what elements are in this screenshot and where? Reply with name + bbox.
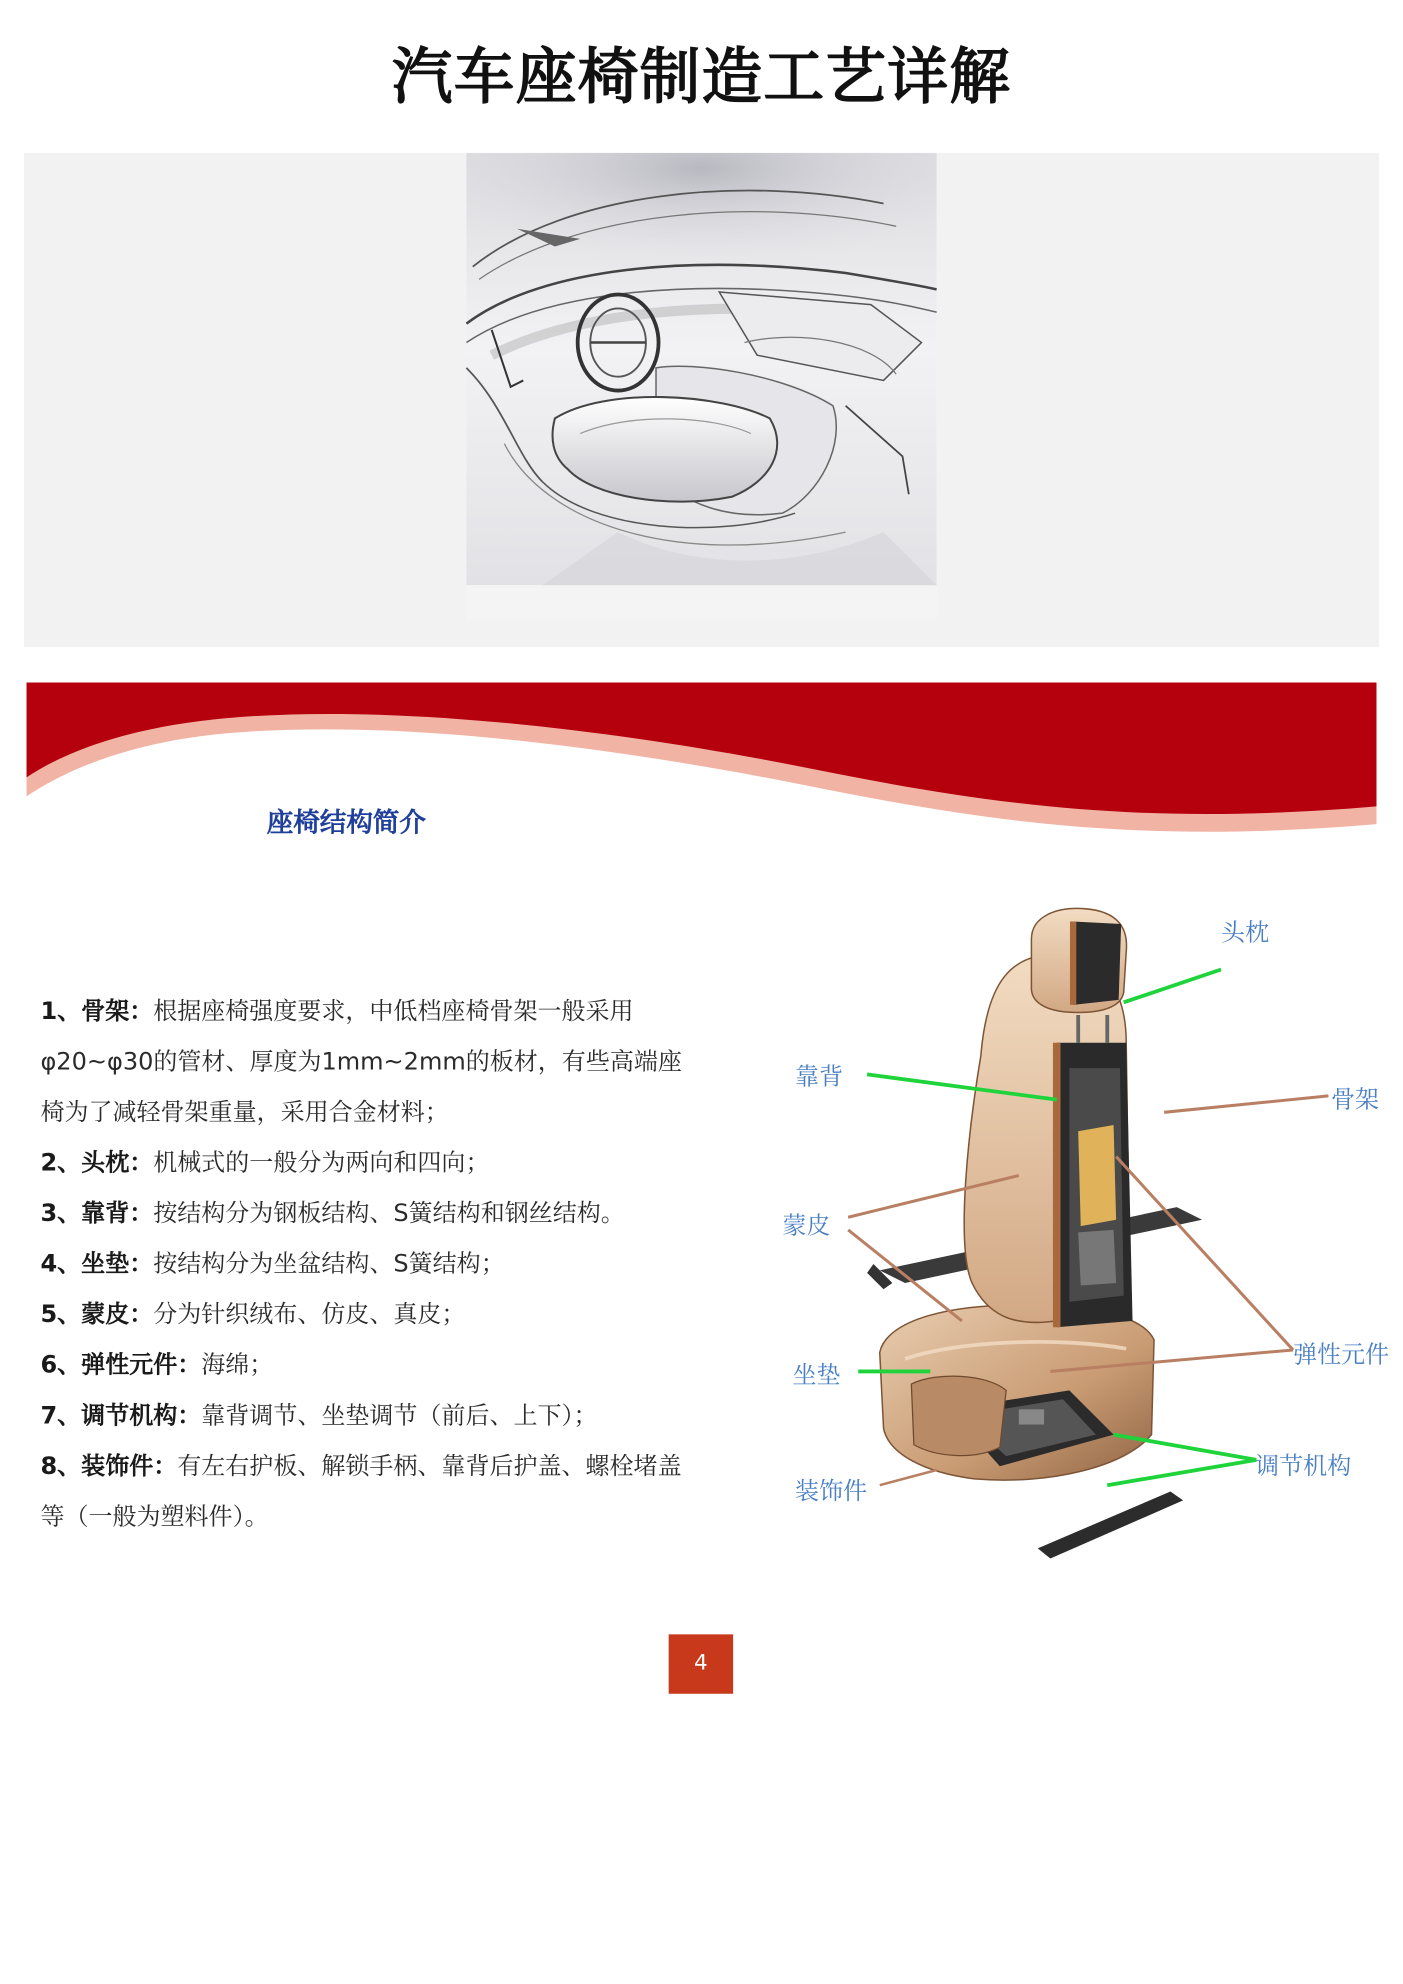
seat-component-list (40, 986, 697, 1542)
list-item-cover: 5、蒙皮：分为针织绒布、仿皮、真皮； (40, 1300, 466, 1329)
page-number-badge: 4 (669, 1634, 733, 1693)
slide-subtitle: 座椅结构简介 (266, 807, 426, 839)
seat-cutaway-figure (747, 904, 1390, 1574)
list-item-frame: 1、骨架：根据座椅强度要求，中低档座椅骨架一般采用φ20~φ30的管材、厚度为1mm~2mm的板材，有些高端座椅为了减轻骨架重量，采用合金材料； (40, 997, 682, 1127)
callout-trim: 装饰件 (795, 1477, 868, 1506)
car-interior-sketch-illustration (466, 153, 936, 619)
document-title: 汽车座椅制造工艺详解 (391, 41, 1012, 113)
list-item-cushion: 4、坐垫：按结构分为坐盆结构、S簧结构； (40, 1250, 505, 1278)
callout-elastic: 弹性元件 (1293, 1341, 1390, 1369)
slide-header-wave (27, 683, 1377, 860)
list-item-adjuster: 7、调节机构：靠背调节、坐垫调节（前后、上下）； (40, 1401, 598, 1430)
seat-structure-slide (27, 683, 1390, 1593)
list-item-elastic: 6、弹性元件：海绵； (40, 1351, 274, 1380)
callout-headrest: 头枕 (1221, 918, 1270, 947)
list-item-backrest: 3、靠背：按结构分为钢板结构、S簧结构和钢丝结构。 (40, 1199, 625, 1228)
callout-backrest: 靠背 (795, 1063, 844, 1091)
interior-sketch-panel (24, 153, 1379, 647)
list-item-headrest: 2、头枕：机械式的一般分为两向和四向； (40, 1148, 490, 1177)
list-item-trim: 8、装饰件：有左右护板、解锁手柄、靠背后护盖、螺栓堵盖等（一般为塑料件）。 (40, 1452, 682, 1531)
callout-cushion: 坐垫 (792, 1361, 841, 1390)
interior-sketch-image (466, 153, 936, 619)
callout-frame: 骨架 (1330, 1085, 1380, 1114)
callout-adjuster: 调节机构 (1255, 1452, 1352, 1481)
callout-cover: 蒙皮 (782, 1212, 831, 1240)
